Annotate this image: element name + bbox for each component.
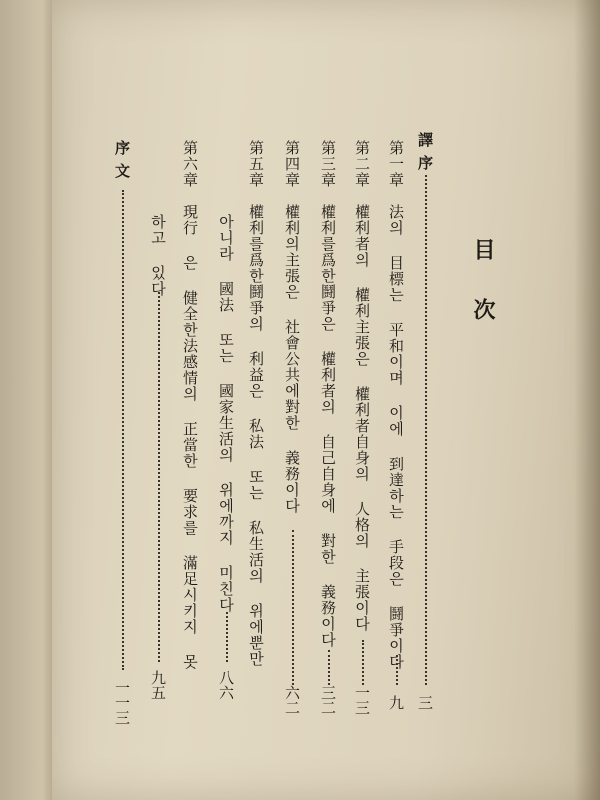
leader-dots-chapter-4	[292, 530, 294, 685]
adjacent-page	[0, 0, 60, 800]
toc-entry-chapter-5: 第五章 權利를爲한鬪爭의 利益은 私法 또는 私生活의 위에뿐만	[247, 140, 265, 667]
heading-char-2: 次	[470, 298, 496, 320]
toc-entry-preface: 譯序	[416, 132, 434, 178]
leader-dots-chapter-6	[158, 292, 160, 662]
page-edge-shadow	[574, 0, 600, 800]
toc-entry-chapter-1: 第一章 法의 目標는 平和이며 이에 到達하는 手段은 鬪爭이다	[387, 140, 405, 670]
heading-char-1: 目	[470, 238, 496, 260]
leader-dots-chapter-2	[362, 640, 364, 685]
page-number-chapter-2: 一三	[353, 685, 371, 715]
toc-entry-chapter-6: 第六章 現行 은 健全한法感情의 正當한 要求를 滿足시키지 못	[181, 140, 199, 670]
page-number-chapter-5: 八六	[217, 670, 235, 700]
toc-entry-chapter-4: 第四章 權利의主張은 社會公共에對한 義務이다	[283, 140, 301, 514]
page-number-chapter-6: 九五	[149, 670, 167, 700]
leader-dots-chapter-5	[226, 612, 228, 662]
leader-dots-chapter-1	[396, 655, 398, 685]
page-number-preface: 三	[416, 695, 434, 710]
leader-dots-chapter-3	[328, 650, 330, 685]
page-number-chapter-1: 九	[387, 695, 405, 710]
toc-entry-foreword: 序文	[113, 140, 131, 186]
leader-dots-preface	[425, 175, 427, 685]
page-number-foreword: 一一三	[113, 680, 131, 725]
leader-dots-foreword	[122, 190, 124, 670]
page-number-chapter-4: 六二	[283, 685, 301, 715]
book-page	[52, 0, 600, 800]
toc-entry-chapter-6-cont: 하고 있다	[149, 214, 167, 297]
toc-entry-chapter-5-cont: 아니라 國法 또는 國家生活의 위에까지 미친다	[217, 214, 235, 613]
page-number-chapter-3: 三二	[319, 685, 337, 715]
toc-entry-chapter-3: 第三章 權利를爲한鬪爭은 權利者의 自己自身에 對한 義務이다	[319, 140, 337, 648]
toc-entry-chapter-2: 第二章 權利者의 權利主張은 權利者自身의 人格의 主張이다	[353, 140, 371, 632]
